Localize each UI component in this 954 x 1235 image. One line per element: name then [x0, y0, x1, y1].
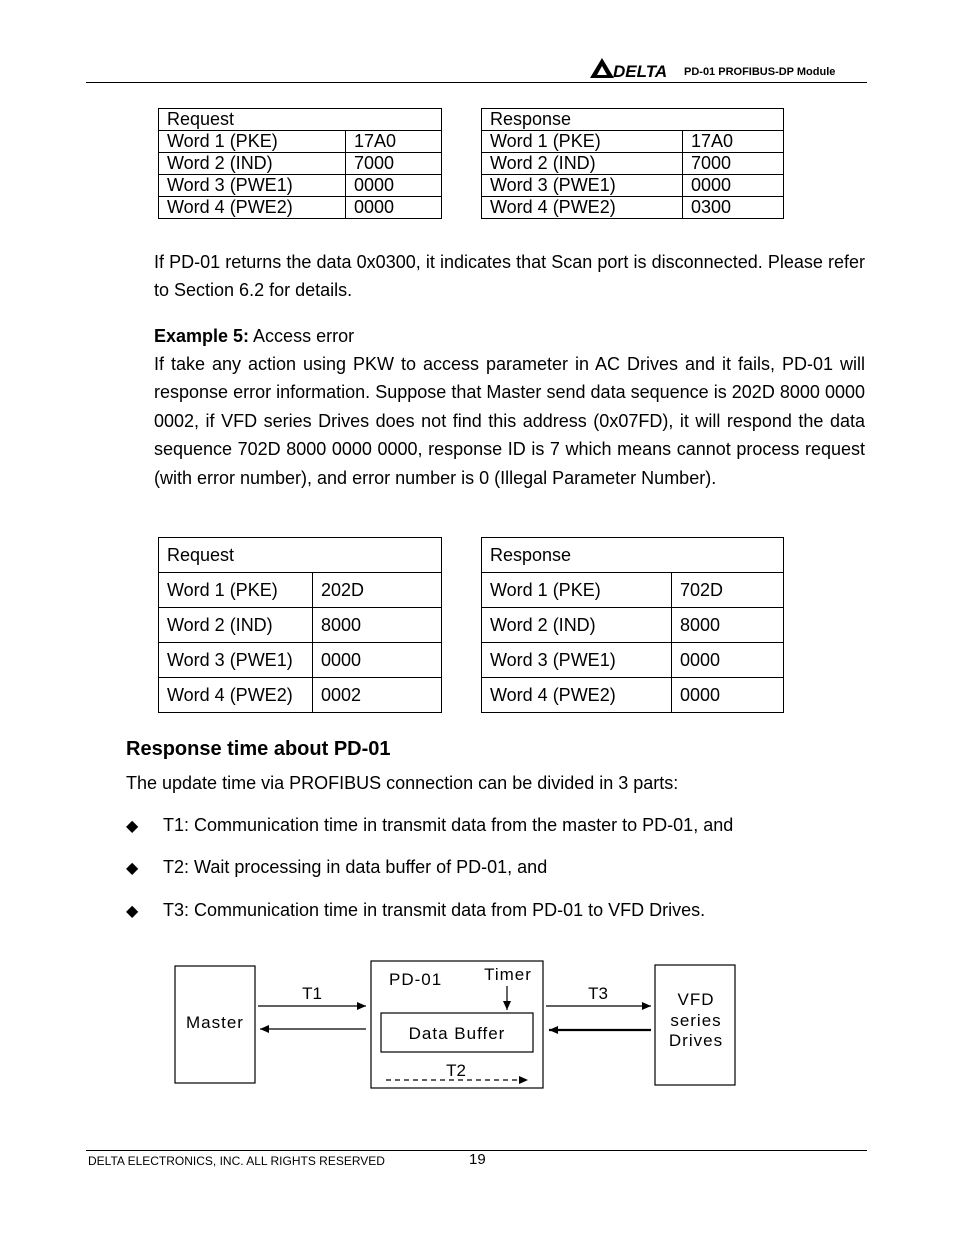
table-cell: Word 3 (PWE1): [482, 643, 672, 678]
table-cell: Word 2 (IND): [159, 608, 313, 643]
data-buffer-label: Data Buffer: [408, 1024, 506, 1043]
table-title: Request: [159, 109, 442, 131]
table-cell: Word 4 (PWE2): [159, 197, 346, 219]
example5-title: Access error: [249, 326, 355, 346]
vfd-label-line: Drives: [668, 1031, 724, 1050]
table-cell: 702D: [672, 573, 784, 608]
t1-label: T1: [302, 984, 322, 1003]
timer-label: Timer: [484, 965, 532, 984]
table-cell: Word 2 (IND): [482, 153, 683, 175]
table-cell: Word 2 (IND): [482, 608, 672, 643]
example5-body: If take any action using PKW to access parameter in AC Drives and it fails, PD-01 will response error information. Suppose that Master send data sequence is 202D 8000 0000 0002, if VFD series Drives does not find this address (0x07FD), it will respond the data sequence 702D 8000 0000 0000, response ID is 7 which means cannot process request (with error number), and error number is 0 (Illegal Parameter Number).: [154, 354, 865, 488]
table-cell: 0000: [683, 175, 784, 197]
diamond-bullet-icon: ◆: [126, 860, 139, 877]
table-title: Response: [482, 538, 784, 573]
table-cell: Word 3 (PWE1): [159, 643, 313, 678]
diamond-bullet-icon: ◆: [126, 903, 139, 920]
table-cell: Word 4 (PWE2): [482, 197, 683, 219]
table-cell: Word 4 (PWE2): [159, 678, 313, 713]
table-cell: Word 1 (PKE): [159, 573, 313, 608]
master-label: Master: [186, 1013, 244, 1032]
table-cell: Word 2 (IND): [159, 153, 346, 175]
table-cell: 17A0: [346, 131, 442, 153]
table-cell: Word 3 (PWE1): [159, 175, 346, 197]
bullet-item: [126, 857, 547, 878]
table-cell: 8000: [313, 608, 442, 643]
vfd-label-line: series: [670, 1011, 722, 1030]
table1-request: [158, 108, 442, 219]
bullet-text: T3: Communication time in transmit data from PD-01 to VFD Drives.: [163, 900, 706, 920]
table-cell: Word 1 (PKE): [482, 573, 672, 608]
pd01-label: PD-01: [389, 970, 443, 989]
diamond-bullet-icon: ◆: [126, 818, 139, 835]
table-title: Request: [159, 538, 442, 573]
table-cell: Word 4 (PWE2): [482, 678, 672, 713]
table-cell: Word 1 (PKE): [482, 131, 683, 153]
table-cell: 17A0: [683, 131, 784, 153]
table-cell: 0000: [313, 643, 442, 678]
table-cell: 0002: [313, 678, 442, 713]
table-cell: Word 3 (PWE1): [482, 175, 683, 197]
page-number: 19: [469, 1151, 486, 1168]
table-cell: 0000: [672, 678, 784, 713]
table-cell: 7000: [346, 153, 442, 175]
logo-text: DELTA: [613, 62, 668, 80]
module-title: PD-01 PROFIBUS-DP Module: [684, 66, 836, 78]
table-cell: 0000: [346, 175, 442, 197]
example5-label: Example 5:: [154, 326, 250, 346]
footer-copyright: DELTA ELECTRONICS, INC. ALL RIGHTS RESERVED: [88, 1154, 385, 1168]
table-cell: 0300: [683, 197, 784, 219]
bullet-item: [126, 815, 733, 836]
table2-response: [481, 537, 784, 713]
table-cell: 7000: [683, 153, 784, 175]
table-cell: 8000: [672, 608, 784, 643]
vfd-label-line: VFD: [677, 990, 715, 1009]
section-intro: The update time via PROFIBUS connection can be divided in 3 parts:: [126, 773, 679, 793]
bullet-item: [126, 900, 705, 921]
t2-label: T2: [446, 1061, 466, 1080]
section-title: Response time about PD-01: [126, 738, 391, 760]
table-cell: 0000: [346, 197, 442, 219]
bullet-text: T1: Communication time in transmit data from the master to PD-01, and: [163, 815, 734, 835]
example5-heading: [154, 326, 354, 347]
table2-request: [158, 537, 442, 713]
table-cell: Word 1 (PKE): [159, 131, 346, 153]
table1-response: [481, 108, 784, 219]
header-rule: [86, 82, 867, 83]
table-cell: 0000: [672, 643, 784, 678]
table-cell: 202D: [313, 573, 442, 608]
table-title: Response: [482, 109, 784, 131]
bullet-text: T2: Wait processing in data buffer of PD-01, and: [163, 857, 548, 877]
delta-logo: [588, 56, 674, 80]
t3-label: T3: [588, 984, 608, 1003]
scan-port-paragraph: If PD-01 returns the data 0x0300, it indicates that Scan port is disconnected. Please refer to Section 6.2 for details.: [154, 252, 865, 301]
response-time-diagram: [160, 950, 760, 1100]
